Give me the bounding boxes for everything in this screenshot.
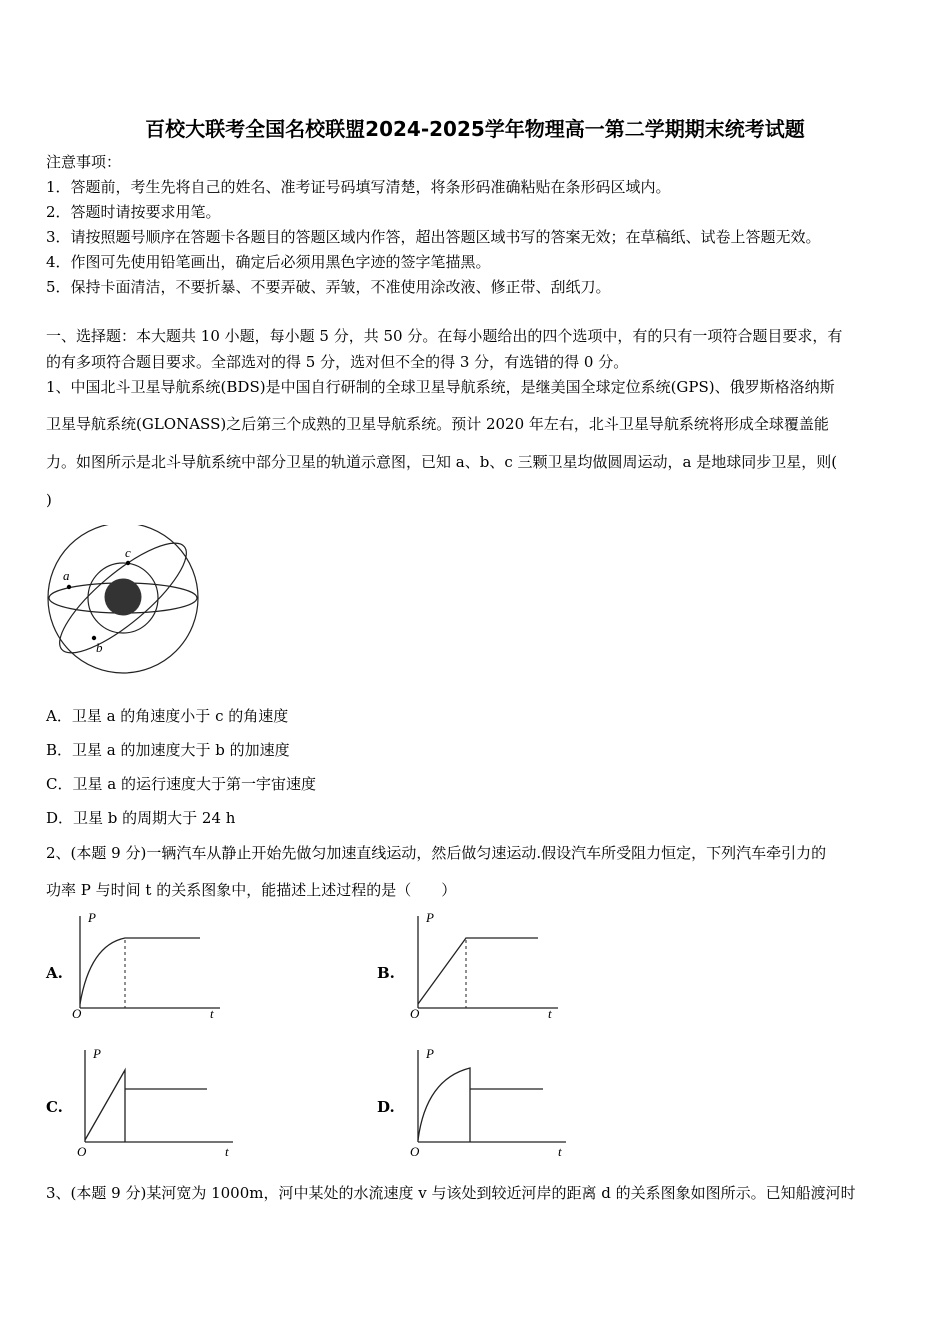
graph-a[interactable] <box>70 910 230 1020</box>
option-c[interactable]: C．卫星 a 的运行速度大于第一宇宙速度 <box>46 775 316 793</box>
option-d[interactable]: D．卫星 b 的周期大于 24 h <box>46 809 236 827</box>
svg-text:P: P <box>88 910 96 925</box>
graph-d-label[interactable]: D. <box>377 1098 395 1116</box>
notice-item: 2．答题时请按要求用笔。 <box>46 203 221 221</box>
svg-text:t: t <box>558 1144 562 1159</box>
question-2-text: 功率 P 与时间 t 的关系图象中，能描述上述过程的是（ ） <box>46 881 457 899</box>
satellite-orbit-diagram <box>46 525 206 675</box>
svg-text:O: O <box>410 1006 420 1020</box>
svg-text:t: t <box>225 1144 229 1159</box>
label-b: b <box>96 640 103 655</box>
graph-c-label[interactable]: C. <box>46 1098 63 1116</box>
question-1-text: 1、中国北斗卫星导航系统(BDS)是中国自行研制的全球卫星导航系统，是继美国全球定位系统(GPS)、俄罗斯格洛纳斯 <box>46 378 835 396</box>
question-3-text: 3、(本题 9 分)某河宽为 1000m，河中某处的水流速度 v 与该处到较近河岸的距离 d 的关系图象如图所示。已知船渡河时 <box>46 1184 856 1202</box>
question-1-text: 力。如图所示是北斗导航系统中部分卫星的轨道示意图，已知 a、b、c 三颗卫星均做圆周运动，a 是地球同步卫星，则( <box>46 453 838 471</box>
question-2-text: 2、(本题 9 分)一辆汽车从静止开始先做匀加速直线运动，然后做匀速运动.假设汽车所受阻力恒定，下列汽车牵引力的 <box>46 844 827 862</box>
svg-text:O: O <box>410 1144 420 1159</box>
svg-text:O: O <box>72 1006 82 1020</box>
notice-item: 4．作图可先使用铅笔画出，确定后必须用黑色字迹的签字笔描黑。 <box>46 253 491 271</box>
section-instructions: 一、选择题：本大题共 10 小题，每小题 5 分，共 50 分。在每小题给出的四个选项中，有的只有一项符合题目要求，有 <box>46 327 843 345</box>
svg-text:P: P <box>426 910 434 925</box>
svg-text:t: t <box>548 1006 552 1020</box>
page-title: 百校大联考全国名校联盟2024-2025学年物理高一第二学期期末统考试题 <box>145 117 805 141</box>
question-1-text: 卫星导航系统(GLONASS)之后第三个成熟的卫星导航系统。预计 2020 年左右，北斗卫星导航系统将形成全球覆盖能 <box>46 415 829 433</box>
notice-item: 1．答题前，考生先将自己的姓名、准考证号码填写清楚，将条形码准确粘贴在条形码区域内。 <box>46 178 671 196</box>
notice-item: 3．请按照题号顺序在答题卡各题目的答题区域内作答，超出答题区域书写的答案无效；在草稿纸、试卷上答题无效。 <box>46 228 821 246</box>
svg-text:O: O <box>77 1144 87 1159</box>
svg-text:t: t <box>210 1006 214 1020</box>
section-instructions: 的有多项符合题目要求。全部选对的得 5 分，选对但不全的得 3 分，有选错的得 0 分。 <box>46 353 629 371</box>
graph-b[interactable] <box>408 910 568 1020</box>
label-a: a <box>63 568 70 583</box>
notice-heading: 注意事项： <box>46 153 122 171</box>
graph-c[interactable] <box>75 1044 240 1159</box>
graph-a-label[interactable]: A. <box>46 964 63 982</box>
label-c: c <box>125 545 131 560</box>
svg-text:P: P <box>93 1046 101 1061</box>
option-a[interactable]: A．卫星 a 的角速度小于 c 的角速度 <box>46 707 289 725</box>
question-1-text: ) <box>46 491 52 509</box>
notice-item: 5．保持卡面清洁，不要折暴、不要弄破、弄皱，不准使用涂改液、修正带、刮纸刀。 <box>46 278 611 296</box>
earth-icon <box>105 579 142 616</box>
graph-d[interactable] <box>408 1044 573 1159</box>
graph-b-label[interactable]: B. <box>377 964 395 982</box>
svg-text:P: P <box>426 1046 434 1061</box>
option-b[interactable]: B．卫星 a 的加速度大于 b 的加速度 <box>46 741 290 759</box>
